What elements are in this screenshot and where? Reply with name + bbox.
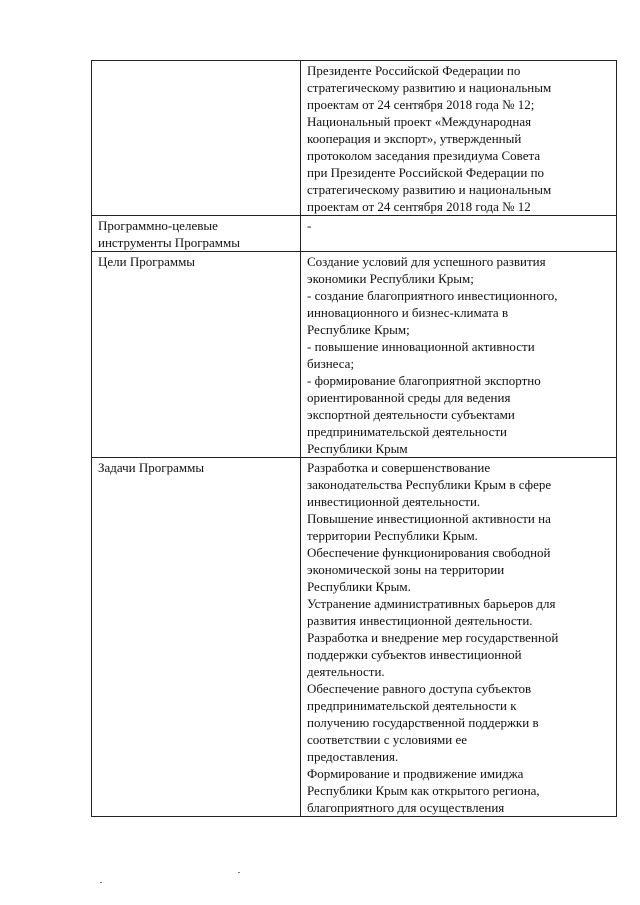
text-line: стратегическому развитию и национальным (307, 80, 552, 95)
scan-speck (100, 882, 102, 883)
text-line: - создание благоприятного инвестиционного, (307, 288, 558, 303)
text-line: кооперация и экспорт», утвержденный (307, 131, 522, 146)
text-line: Республики Крым как открытого региона, (307, 783, 540, 798)
program-passport-table (91, 60, 617, 817)
text-line: ориентированной среды для ведения (307, 390, 511, 405)
table-row (92, 216, 617, 252)
text-line: Устранение административных барьеров для (307, 596, 556, 611)
text-line: - (307, 218, 312, 233)
text-line: Республики Крым (307, 441, 408, 456)
text-line: предоставления. (307, 749, 399, 764)
text-line: Разработка и внедрение мер государственной (307, 630, 559, 645)
text-line: предпринимательской деятельности (307, 424, 507, 439)
row-content-cell (301, 216, 617, 252)
text-line: бизнеса; (307, 356, 355, 371)
label-line: Цели Программы (98, 254, 196, 269)
text-line: получению государственной поддержки в (307, 715, 539, 730)
text-line: соответствии с условиями ее (307, 732, 468, 747)
label-line: инструменты Программы (98, 235, 240, 250)
row-label-cell (92, 216, 301, 252)
text-line: при Президенте Российской Федерации по (307, 165, 545, 180)
row-label-cell (92, 252, 301, 458)
text-line: экспортной деятельности субъектами (307, 407, 515, 422)
text-line: поддержки субъектов инвестиционной (307, 647, 522, 662)
text-line: инновационного и бизнес-климата в (307, 305, 509, 320)
text-line: экономики Республики Крым; (307, 271, 474, 286)
row-content-cell (301, 458, 617, 817)
text-line: проектам от 24 сентября 2018 года № 12; (307, 97, 535, 112)
text-line: Республики Крым. (307, 579, 411, 594)
text-line: Национальный проект «Международная (307, 114, 532, 129)
row-content-cell (301, 61, 617, 216)
text-line: предпринимательской деятельности к (307, 698, 517, 713)
text-line: Повышение инвестиционной активности на (307, 511, 551, 526)
text-line: - формирование благоприятной экспортно (307, 373, 541, 388)
row-content-cell (301, 252, 617, 458)
text-line: стратегическому развитию и национальным (307, 182, 552, 197)
text-line: Президенте Российской Федерации по (307, 63, 521, 78)
text-line: инвестиционной деятельности. (307, 494, 481, 509)
text-line: - повышение инновационной активности (307, 339, 535, 354)
text-line: Обеспечение равного доступа субъектов (307, 681, 532, 696)
label-line: Программно-целевые (98, 218, 218, 233)
text-line: Республике Крым; (307, 322, 410, 337)
text-line: благоприятного для осуществления (307, 800, 505, 815)
text-line: проектам от 24 сентября 2018 года № 12 (307, 199, 531, 214)
row-label-cell (92, 61, 301, 216)
text-line: Формирование и продвижение имиджа (307, 766, 524, 781)
row-label-cell (92, 458, 301, 817)
text-line: территории Республики Крым. (307, 528, 478, 543)
text-line: Обеспечение функционирования свободной (307, 545, 551, 560)
scan-speck (238, 872, 240, 873)
table-row (92, 61, 617, 216)
table-row (92, 458, 617, 817)
text-line: Разработка и совершенствование (307, 460, 491, 475)
table-row (92, 252, 617, 458)
text-line: экономической зоны на территории (307, 562, 505, 577)
text-line: протоколом заседания президиума Совета (307, 148, 541, 163)
text-line: Создание условий для успешного развития (307, 254, 546, 269)
text-line: законодательства Республики Крым в сфере (307, 477, 552, 492)
label-line: Задачи Программы (98, 460, 205, 475)
text-line: развития инвестиционной деятельности. (307, 613, 533, 628)
text-line: деятельности. (307, 664, 385, 679)
